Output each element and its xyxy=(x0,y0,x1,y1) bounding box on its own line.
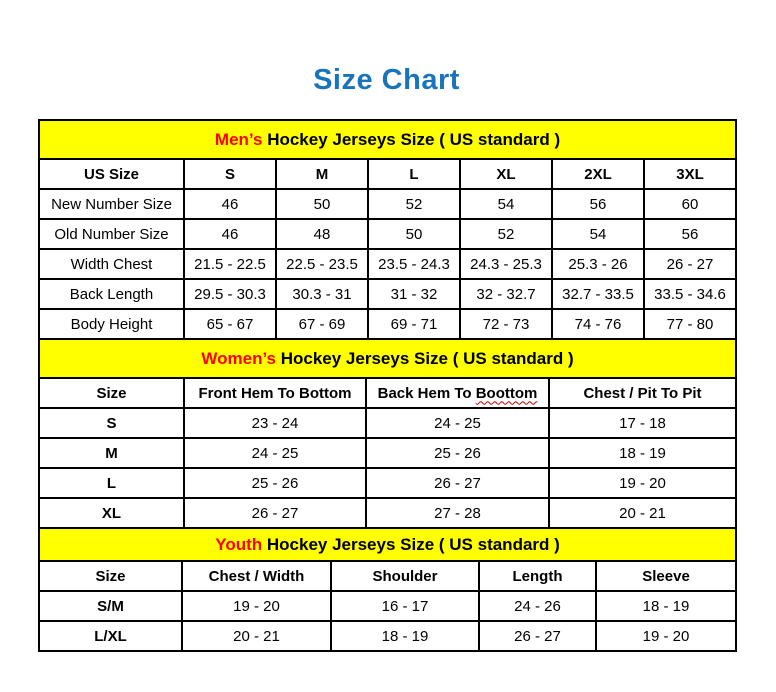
youth-size-table xyxy=(38,527,737,652)
mens-size-table xyxy=(38,119,737,340)
mens-section-title-red: Men’s xyxy=(214,129,263,149)
table-cell: 25 - 26 xyxy=(184,468,366,498)
table-cell: 24 - 25 xyxy=(366,408,549,438)
womens-section-title-rest: Hockey Jerseys Size ( US standard ) xyxy=(276,348,574,368)
mens-header-row xyxy=(39,159,736,189)
womens-section-banner xyxy=(39,339,736,378)
table-cell: 56 xyxy=(644,219,736,249)
table-cell: 50 xyxy=(368,219,460,249)
mens-section-title-rest: Hockey Jerseys Size ( US standard ) xyxy=(262,129,561,149)
table-cell: 56 xyxy=(552,189,644,219)
table-row xyxy=(39,279,736,309)
table-cell: 20 - 21 xyxy=(182,621,331,651)
column-header: Front Hem To Bottom xyxy=(184,378,366,408)
youth-section-title-rest: Hockey Jerseys Size ( US standard ) xyxy=(262,534,560,554)
row-label: S/M xyxy=(39,591,182,621)
column-header: Size xyxy=(39,561,182,591)
womens-section-title-red: Women’s xyxy=(201,348,276,368)
size-chart-page xyxy=(38,0,735,652)
table-cell: 46 xyxy=(184,219,276,249)
table-cell: 24 - 25 xyxy=(184,438,366,468)
table-cell: 74 - 76 xyxy=(552,309,644,339)
table-cell: 26 - 27 xyxy=(184,498,366,528)
youth-header-row xyxy=(39,561,736,591)
page-title: Size Chart xyxy=(313,64,460,96)
table-cell: 31 - 32 xyxy=(368,279,460,309)
table-row xyxy=(39,249,736,279)
table-cell: 20 - 21 xyxy=(549,498,736,528)
table-cell: 50 xyxy=(276,189,368,219)
column-header: Chest / Pit To Pit xyxy=(549,378,736,408)
table-cell: 29.5 - 30.3 xyxy=(184,279,276,309)
row-label: Old Number Size xyxy=(39,219,184,249)
youth-section-title xyxy=(39,528,736,561)
table-row xyxy=(39,621,736,651)
table-cell: 21.5 - 22.5 xyxy=(184,249,276,279)
table-cell: 77 - 80 xyxy=(644,309,736,339)
table-cell: 67 - 69 xyxy=(276,309,368,339)
column-header-text: Back Hem To xyxy=(377,384,476,402)
table-cell: 32 - 32.7 xyxy=(460,279,552,309)
womens-section-title xyxy=(39,339,736,378)
table-cell: 48 xyxy=(276,219,368,249)
column-header: Size xyxy=(39,378,184,408)
row-label: Width Chest xyxy=(39,249,184,279)
mens-section-title xyxy=(39,120,736,159)
row-label: S xyxy=(39,408,184,438)
table-cell: 69 - 71 xyxy=(368,309,460,339)
table-cell: 19 - 20 xyxy=(182,591,331,621)
table-cell: 32.7 - 33.5 xyxy=(552,279,644,309)
table-cell: 25 - 26 xyxy=(366,438,549,468)
table-row xyxy=(39,438,736,468)
table-row xyxy=(39,468,736,498)
table-cell: 22.5 - 23.5 xyxy=(276,249,368,279)
table-row xyxy=(39,189,736,219)
table-cell: 72 - 73 xyxy=(460,309,552,339)
row-label: Body Height xyxy=(39,309,184,339)
table-row xyxy=(39,408,736,438)
table-cell: 18 - 19 xyxy=(331,621,479,651)
table-cell: 25.3 - 26 xyxy=(552,249,644,279)
table-cell: 54 xyxy=(552,219,644,249)
table-cell: 46 xyxy=(184,189,276,219)
table-cell: 19 - 20 xyxy=(549,468,736,498)
column-header: Length xyxy=(479,561,596,591)
table-cell: 23.5 - 24.3 xyxy=(368,249,460,279)
column-header: Sleeve xyxy=(596,561,736,591)
column-header: Chest / Width xyxy=(182,561,331,591)
table-row xyxy=(39,591,736,621)
column-header: 2XL xyxy=(552,159,644,189)
table-cell: 65 - 67 xyxy=(184,309,276,339)
womens-size-table xyxy=(38,338,737,529)
table-cell: 19 - 20 xyxy=(596,621,736,651)
table-cell: 26 - 27 xyxy=(479,621,596,651)
youth-section-title-red: Youth xyxy=(215,534,263,554)
table-row xyxy=(39,219,736,249)
row-label: Back Length xyxy=(39,279,184,309)
table-cell: 27 - 28 xyxy=(366,498,549,528)
column-header: US Size xyxy=(39,159,184,189)
table-cell: 52 xyxy=(368,189,460,219)
column-header: M xyxy=(276,159,368,189)
column-header: XL xyxy=(460,159,552,189)
column-header: Shoulder xyxy=(331,561,479,591)
row-label: L xyxy=(39,468,184,498)
row-label: New Number Size xyxy=(39,189,184,219)
womens-header-row xyxy=(39,378,736,408)
table-cell: 17 - 18 xyxy=(549,408,736,438)
row-label: XL xyxy=(39,498,184,528)
table-cell: 54 xyxy=(460,189,552,219)
table-cell: 33.5 - 34.6 xyxy=(644,279,736,309)
table-cell: 52 xyxy=(460,219,552,249)
table-cell: 18 - 19 xyxy=(596,591,736,621)
table-row xyxy=(39,498,736,528)
row-label: L/XL xyxy=(39,621,182,651)
column-header: 3XL xyxy=(644,159,736,189)
table-cell: 60 xyxy=(644,189,736,219)
table-cell: 18 - 19 xyxy=(549,438,736,468)
table-cell: 23 - 24 xyxy=(184,408,366,438)
table-row xyxy=(39,309,736,339)
column-header: S xyxy=(184,159,276,189)
column-header xyxy=(366,378,549,408)
table-cell: 30.3 - 31 xyxy=(276,279,368,309)
table-cell: 24 - 26 xyxy=(479,591,596,621)
table-cell: 24.3 - 25.3 xyxy=(460,249,552,279)
mens-section-banner xyxy=(39,120,736,159)
table-cell: 26 - 27 xyxy=(644,249,736,279)
misspelled-word: Boottom xyxy=(475,384,538,402)
table-cell: 16 - 17 xyxy=(331,591,479,621)
column-header: L xyxy=(368,159,460,189)
table-cell: 26 - 27 xyxy=(366,468,549,498)
row-label: M xyxy=(39,438,184,468)
youth-section-banner xyxy=(39,528,736,561)
